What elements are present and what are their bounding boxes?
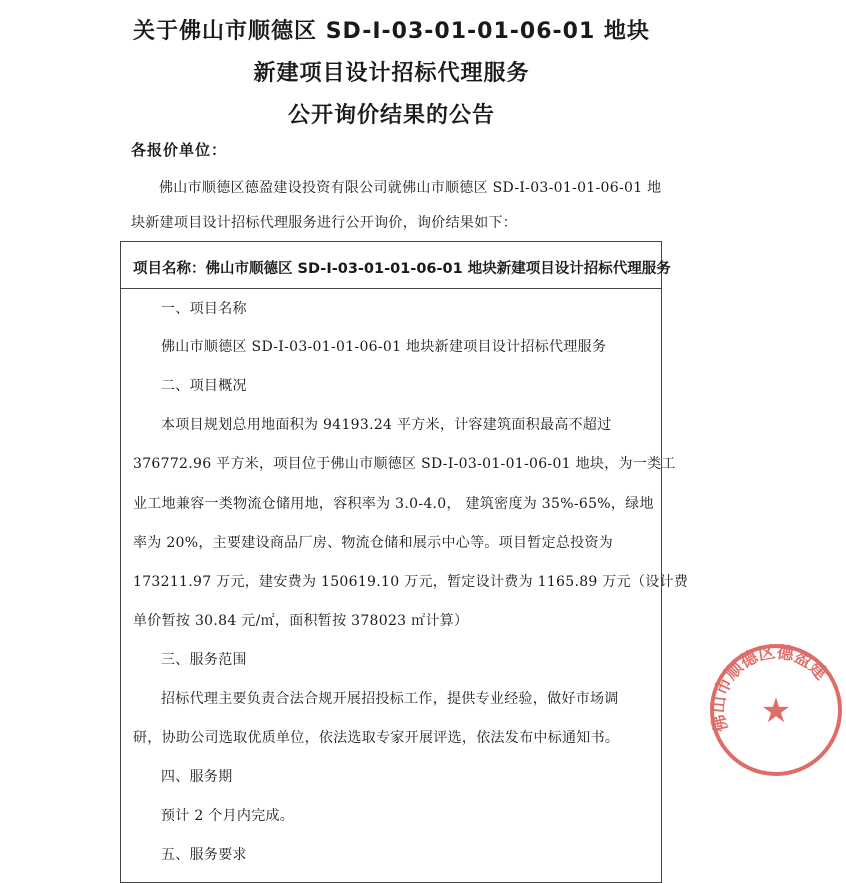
section-1-heading: 一、项目名称 — [161, 301, 247, 317]
section-2-heading: 二、项目概况 — [161, 378, 247, 394]
section-2-line: 率为 20%，主要建设商品厂房、物流仓储和展示中心等。项目暂定总投资为 — [133, 535, 614, 551]
addressee: 各报价单位： — [131, 141, 228, 159]
intro-line-2: 块新建项目设计招标代理服务进行公开询价，询价结果如下： — [131, 215, 518, 231]
notice-title-line-2: 新建项目设计招标代理服务 — [253, 61, 530, 86]
section-2-line: 本项目规划总用地面积为 94193.24 平方米，计容建筑面积最高不超过 — [161, 417, 612, 433]
section-1-text: 佛山市顺德区 SD-I-03-01-01-06-01 地块新建项目设计招标代理服务 — [161, 339, 607, 355]
section-5-heading: 五、服务要求 — [161, 847, 247, 863]
notice-title-line-3: 公开询价结果的公告 — [287, 103, 495, 128]
section-3-line: 研，协助公司选取优质单位，依法选取专家开展评选，依法发布中标通知书。 — [133, 730, 620, 746]
seal-star-icon: ★ — [760, 691, 792, 731]
section-3-line: 招标代理主要负责合法合规开展招投标工作，提供专业经验，做好市场调 — [161, 691, 619, 707]
section-3-heading: 三、服务范围 — [161, 652, 247, 668]
intro-line-1: 佛山市顺德区德盈建设投资有限公司就佛山市顺德区 SD-I-03-01-01-06-01 地 — [159, 180, 662, 196]
section-2-line: 单价暂按 30.84 元/㎡，面积暂按 378023 ㎡计算） — [133, 613, 469, 629]
company-seal-stamp — [706, 640, 846, 780]
section-2-line: 376772.96 平方米，项目位于佛山市顺德区 SD-I-03-01-01-06-01 地块，为一类工 — [133, 456, 676, 472]
section-2-line: 业工地兼容一类物流仓储用地，容积率为 3.0-4.0， 建筑密度为 35%-65%，绿地 — [133, 496, 654, 512]
notice-title-line-1: 关于佛山市顺德区 SD-I-03-01-01-06-01 地块 — [133, 19, 650, 44]
project-name-header — [121, 242, 671, 289]
project-name-text: 项目名称：佛山市顺德区 SD-I-03-01-01-06-01 地块新建项目设计招标代理服务 — [133, 261, 671, 277]
section-4-text: 预计 2 个月内完成。 — [161, 808, 295, 824]
section-2-line: 173211.97 万元，建安费为 150619.10 万元，暂定设计费为 1165.89 万元（设计费 — [133, 574, 689, 590]
seal-text: 佛山市顺德区德盈建 — [708, 642, 831, 734]
section-4-heading: 四、服务期 — [161, 769, 233, 785]
project-box — [120, 241, 689, 883]
